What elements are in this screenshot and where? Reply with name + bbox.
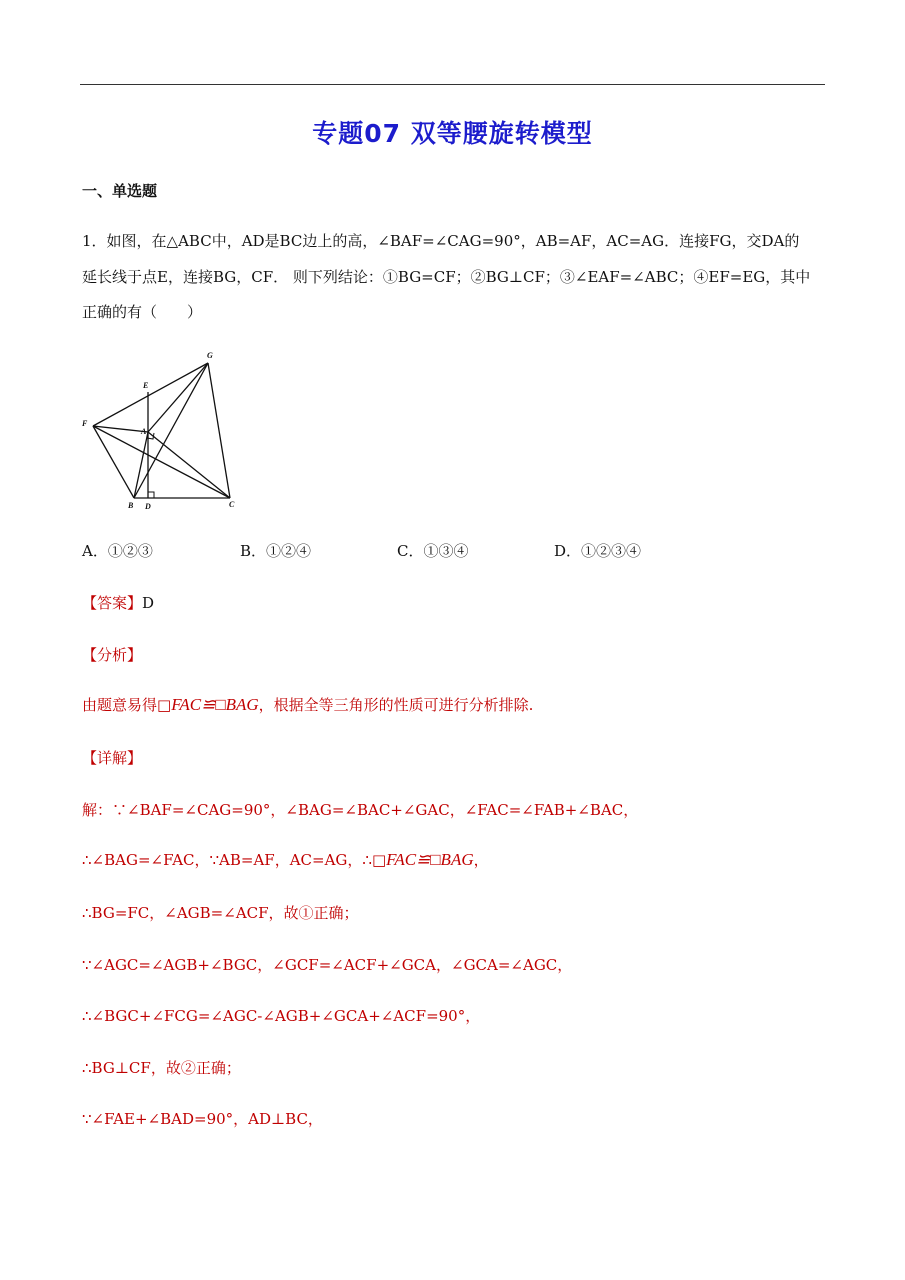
question-line-3: 正确的有（ ） <box>82 303 203 321</box>
question-line-2: 延长线于点E，连接BG，CF． 则下列结论：①BG=CF；②BG⊥CF；③∠EAF=∠ABC；④EF=EG，其中 <box>82 268 811 286</box>
detail-line-3: ∴BG=FC，∠AGB=∠ACF，故①正确； <box>82 904 359 922</box>
analysis-heading <box>82 644 142 665</box>
label-E: E <box>143 381 149 390</box>
detail-line-7: ∵∠FAE+∠BAD=90°，AD⊥BC， <box>82 1110 323 1128</box>
detail-line-4: ∵∠AGC=∠AGB+∠BGC，∠GCF=∠ACF+∠GCA，∠GCA=∠AGC， <box>82 956 573 974</box>
detail-line-2-prefix: ∴∠BAG=∠FAC，∵AB=AF，AC=AG，∴□ <box>82 851 387 869</box>
detail-line-1: 解：∵∠BAF=∠CAG=90°，∠BAG=∠BAC+∠GAC，∠FAC=∠FAB+∠BAC， <box>82 801 639 819</box>
analysis-formula: FAC≌□BAG <box>171 695 259 714</box>
detail-line-2-suffix: ， <box>473 851 489 869</box>
line-AC <box>148 432 230 498</box>
line-GC <box>208 363 230 498</box>
label-C: C <box>229 500 235 509</box>
option-d: D．①②③④ <box>554 542 642 560</box>
label-G: G <box>207 351 213 360</box>
line-AB <box>134 432 148 498</box>
geometry-figure <box>78 346 253 518</box>
analysis-suffix: ，根据全等三角形的性质可进行分析排除. <box>258 696 534 714</box>
detail-heading <box>82 747 142 768</box>
answer-row <box>82 592 154 613</box>
detail-line-2 <box>82 849 489 870</box>
detail-line-6: ∴BG⊥CF，故②正确； <box>82 1059 241 1077</box>
line-AG <box>148 363 208 432</box>
analysis-text <box>82 694 533 715</box>
line-AF <box>93 426 148 432</box>
label-B: B <box>128 501 134 510</box>
option-c: C．①③④ <box>397 542 469 560</box>
label-D: D <box>145 502 151 511</box>
question-line-1: 1．如图，在△ABC中，AD是BC边上的高，∠BAF=∠CAG=90°，AB=AF，AC=AG．连接FG，交DA的 <box>82 232 800 250</box>
option-a: A．①②③ <box>82 542 153 560</box>
detail-line-5: ∴∠BGC+∠FCG=∠AGC-∠AGB+∠GCA+∠ACF=90°， <box>82 1007 481 1025</box>
analysis-prefix: 由题意易得□ <box>82 696 172 714</box>
label-A: A <box>141 427 147 436</box>
option-b: B．①②④ <box>240 542 312 560</box>
section-heading: 一、单选题 <box>82 182 158 200</box>
analysis-label: 【分析】 <box>82 646 143 664</box>
answer-label: 【答案】 <box>82 594 143 612</box>
right-angle-D <box>148 492 154 498</box>
label-F: F <box>82 419 88 428</box>
detail-line-2-formula: FAC≌□BAG <box>386 850 474 869</box>
header-rule <box>80 84 825 85</box>
answer-value: D <box>142 594 155 612</box>
detail-label: 【详解】 <box>82 749 143 767</box>
page-title: 专题07 双等腰旋转模型 <box>312 119 593 148</box>
